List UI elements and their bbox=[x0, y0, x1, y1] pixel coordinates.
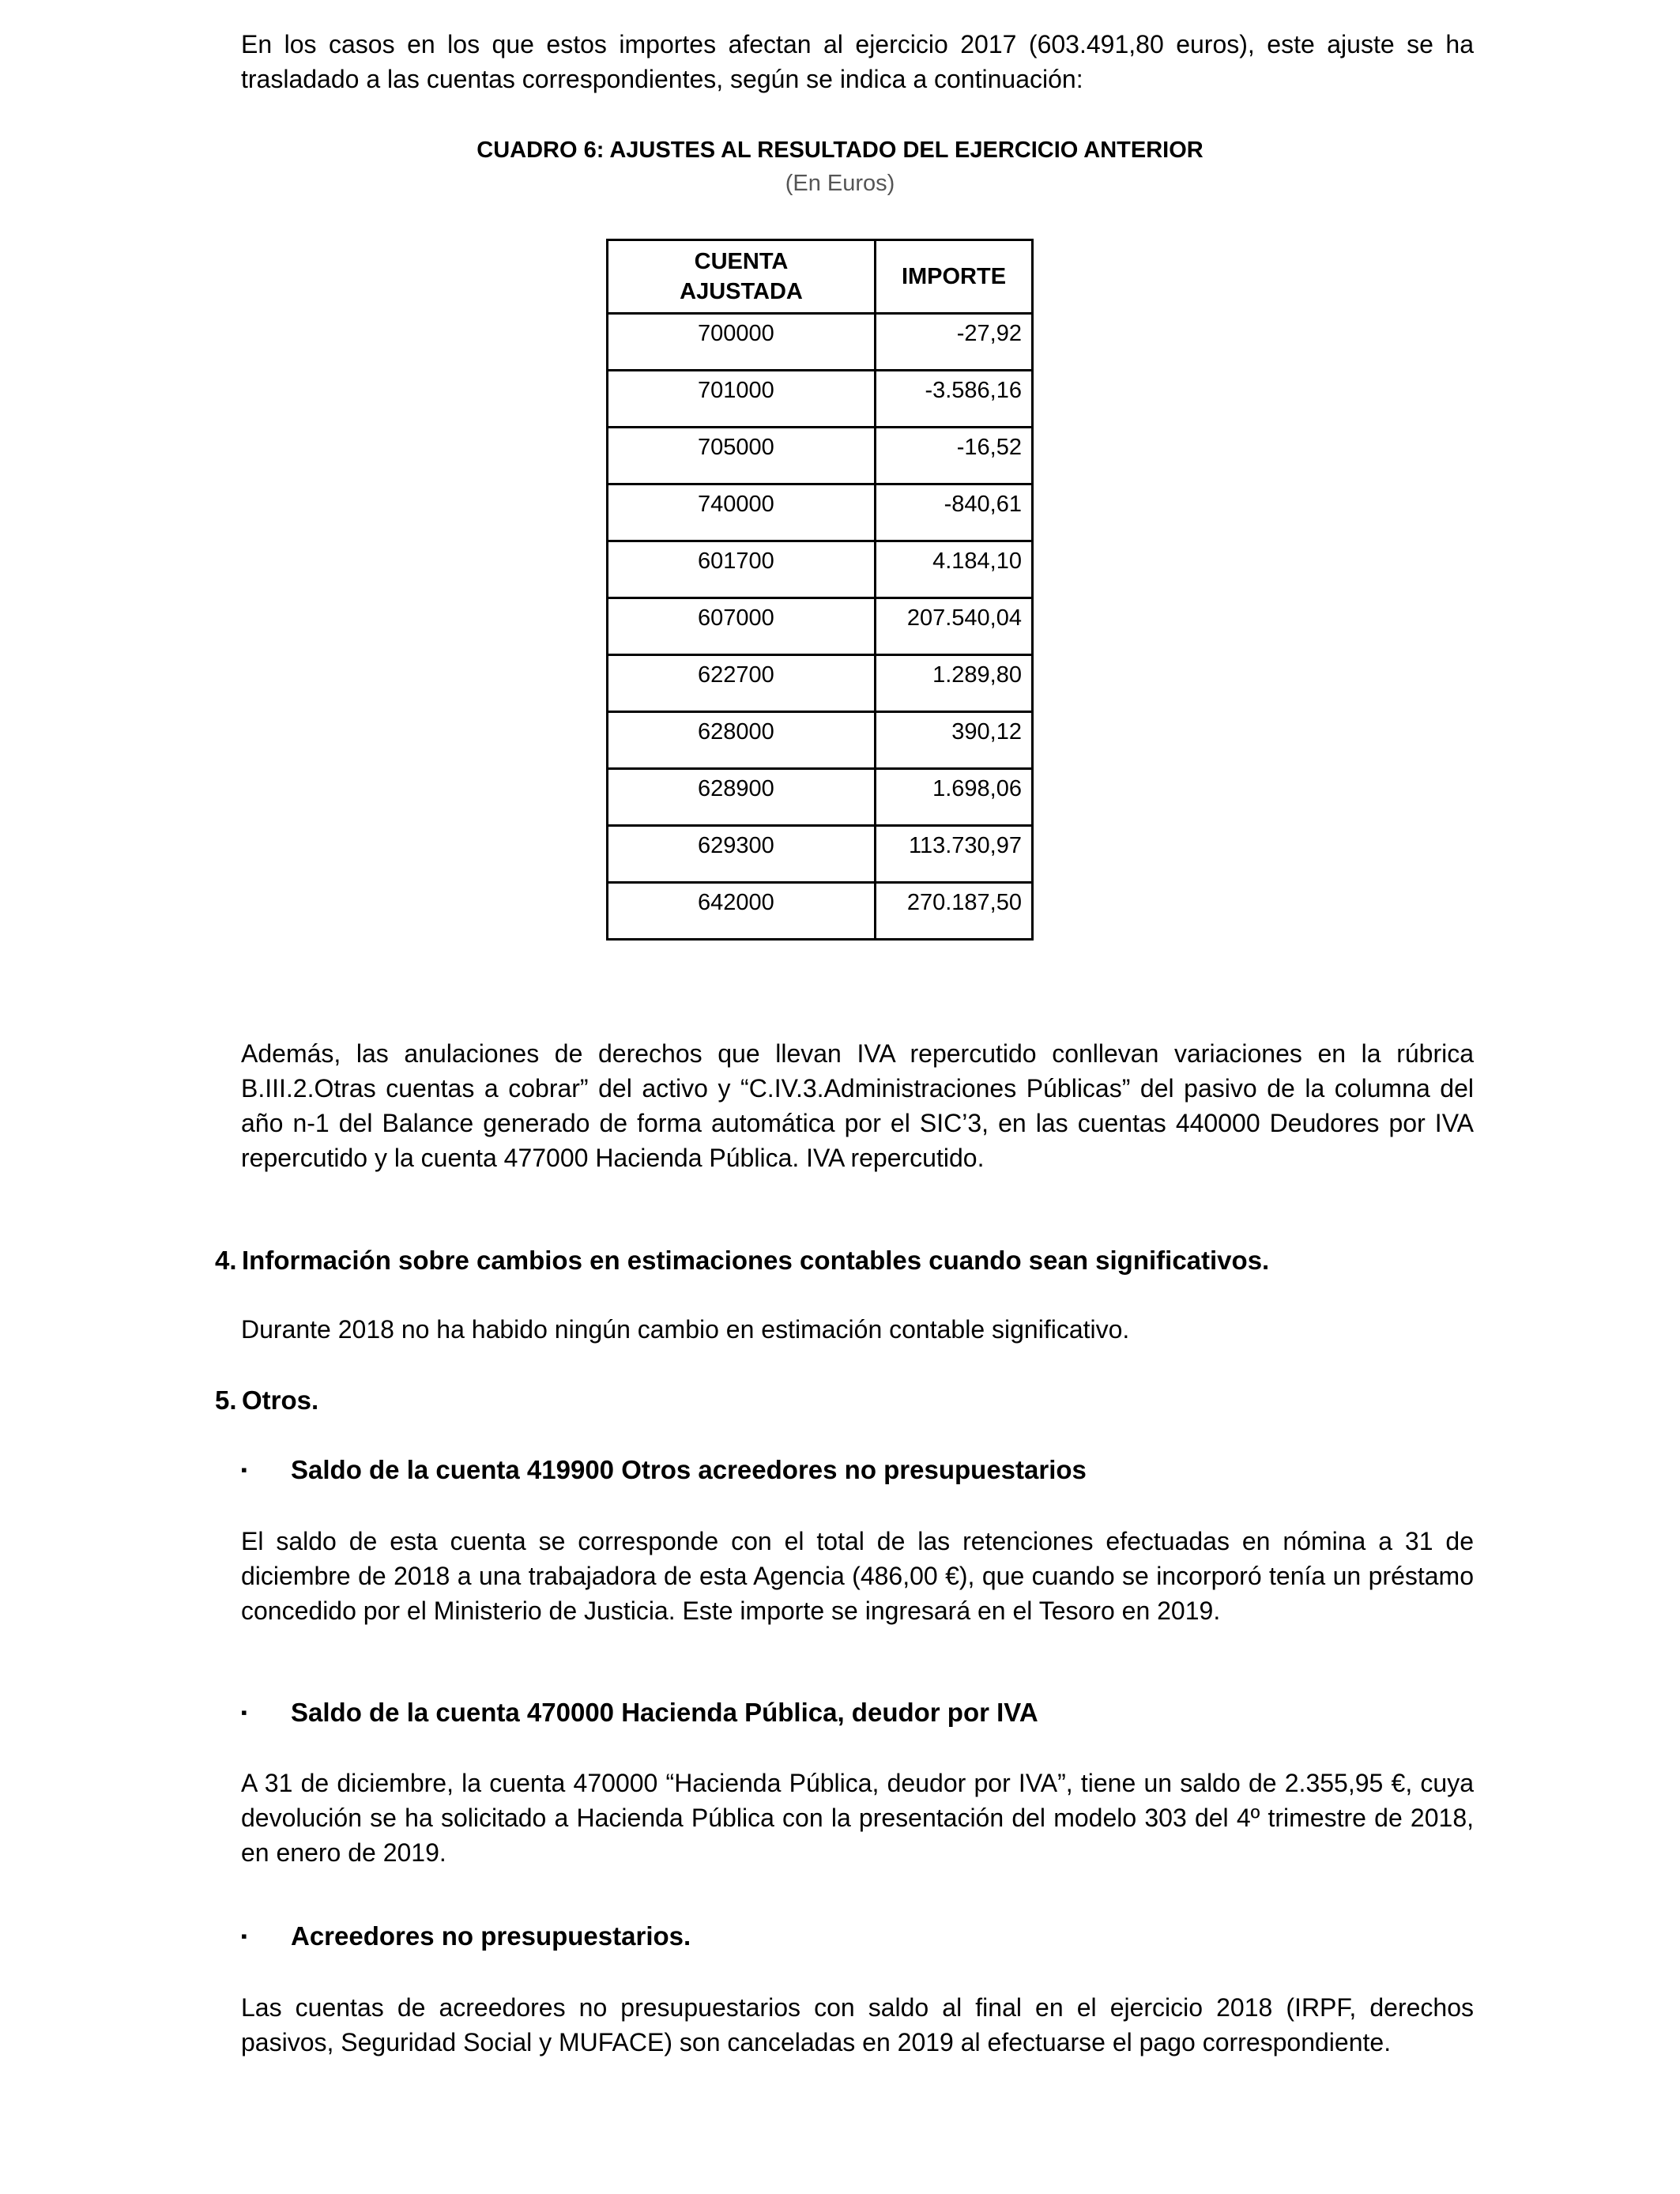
adjustments-table-container bbox=[606, 239, 1034, 941]
cell-importe: 113.730,97 bbox=[876, 826, 1033, 883]
bullet-text-419900: El saldo de esta cuenta se corresponde con el total de las retenciones efectuadas en nómina a 31 de diciembre de 2018 a una trabajadora de esta Agencia (486,00 €), que cuando se incorporó tenía un préstamo concedido por el Ministerio de Justicia. Este importe se ingresará en el Tesoro en 2019. bbox=[241, 1527, 1474, 1625]
cell-cuenta: 705000 bbox=[608, 428, 876, 484]
bullet-text-acreedores: Las cuentas de acreedores no presupuestarios con saldo al final en el ejercicio 2018 (IRPF, derechos pasivos, Seguridad Social y MUFACE) son canceladas en 2019 al efectuarse el pago correspondiente. bbox=[241, 1993, 1474, 2056]
cell-cuenta: 628000 bbox=[608, 712, 876, 769]
bullet-heading-acreedores bbox=[241, 1919, 1474, 1954]
section-4-title: Información sobre cambios en estimaciones contables cuando sean significativos. bbox=[242, 1246, 1270, 1275]
table-row bbox=[608, 598, 1033, 655]
cell-cuenta: 642000 bbox=[608, 883, 876, 940]
section-4-number: 4. bbox=[215, 1246, 237, 1275]
cell-importe: 390,12 bbox=[876, 712, 1033, 769]
section-4-heading bbox=[215, 1243, 1479, 1278]
adjustments-table bbox=[606, 239, 1034, 941]
bullet-square-icon: ▪ bbox=[241, 1926, 247, 1946]
bullet-heading-text: Acreedores no presupuestarios. bbox=[291, 1921, 691, 1951]
bullet-heading-419900 bbox=[241, 1453, 1474, 1487]
table-row bbox=[608, 314, 1033, 371]
table-row bbox=[608, 541, 1033, 598]
cell-cuenta: 628900 bbox=[608, 769, 876, 826]
section-5-number: 5. bbox=[215, 1385, 237, 1415]
cell-importe: -840,61 bbox=[876, 484, 1033, 541]
table-row bbox=[608, 428, 1033, 484]
cell-importe: 1.698,06 bbox=[876, 769, 1033, 826]
table-row bbox=[608, 826, 1033, 883]
bullet-heading-470000 bbox=[241, 1695, 1474, 1730]
cell-cuenta: 607000 bbox=[608, 598, 876, 655]
cell-importe: 1.289,80 bbox=[876, 655, 1033, 712]
section-5-heading bbox=[215, 1383, 1479, 1418]
cell-importe: 270.187,50 bbox=[876, 883, 1033, 940]
header-cuenta: CUENTA AJUSTADA bbox=[608, 240, 876, 314]
cell-cuenta: 740000 bbox=[608, 484, 876, 541]
table-row bbox=[608, 769, 1033, 826]
bullet-square-icon: ▪ bbox=[241, 1460, 247, 1480]
cell-cuenta: 601700 bbox=[608, 541, 876, 598]
bullet-square-icon: ▪ bbox=[241, 1702, 247, 1722]
section-4-text: Durante 2018 no ha habido ningún cambio en estimación contable significativo. bbox=[241, 1315, 1130, 1344]
cell-cuenta: 700000 bbox=[608, 314, 876, 371]
header-importe: IMPORTE bbox=[876, 240, 1033, 314]
cell-importe: 4.184,10 bbox=[876, 541, 1033, 598]
cell-cuenta: 701000 bbox=[608, 371, 876, 428]
bullet-heading-text: Saldo de la cuenta 419900 Otros acreedores no presupuestarios bbox=[291, 1455, 1087, 1484]
bullet-text-470000: A 31 de diciembre, la cuenta 470000 “Hacienda Pública, deudor por IVA”, tiene un saldo de 2.355,95 €, cuya devolución se ha solicitado a Hacienda Pública con la presentación del modelo 303 del 4º trimestre de 2018, en enero de 2019. bbox=[241, 1769, 1474, 1867]
bullet-heading-text: Saldo de la cuenta 470000 Hacienda Pública, deudor por IVA bbox=[291, 1698, 1038, 1727]
cell-importe: -16,52 bbox=[876, 428, 1033, 484]
cell-cuenta: 629300 bbox=[608, 826, 876, 883]
section-5-title: Otros. bbox=[242, 1385, 319, 1415]
table-row bbox=[608, 883, 1033, 940]
intro-paragraph: En los casos en los que estos importes afectan al ejercicio 2017 (603.491,80 euros), este ajuste se ha trasladado a las cuentas correspondientes, según se indica a continuación: bbox=[241, 30, 1474, 93]
table-header-row bbox=[608, 240, 1033, 314]
paragraph-ademas: Además, las anulaciones de derechos que llevan IVA repercutido conllevan variaciones en la rúbrica B.III.2.Otras cuentas a cobrar” del activo y “C.IV.3.Administraciones Públicas” del pasivo de la columna del año n-1 del Balance generado de forma automática por el SIC’3, en las cuentas 440000 Deudores por IVA repercutido y la cuenta 477000 Hacienda Pública. IVA repercutido. bbox=[241, 1039, 1474, 1172]
table-subtitle: (En Euros) bbox=[785, 171, 895, 196]
table-row bbox=[608, 371, 1033, 428]
table-row bbox=[608, 655, 1033, 712]
cell-cuenta: 622700 bbox=[608, 655, 876, 712]
cell-importe: -27,92 bbox=[876, 314, 1033, 371]
cell-importe: -3.586,16 bbox=[876, 371, 1033, 428]
cell-importe: 207.540,04 bbox=[876, 598, 1033, 655]
table-row bbox=[608, 484, 1033, 541]
table-title: CUADRO 6: AJUSTES AL RESULTADO DEL EJERCICIO ANTERIOR bbox=[477, 138, 1203, 163]
table-row bbox=[608, 712, 1033, 769]
